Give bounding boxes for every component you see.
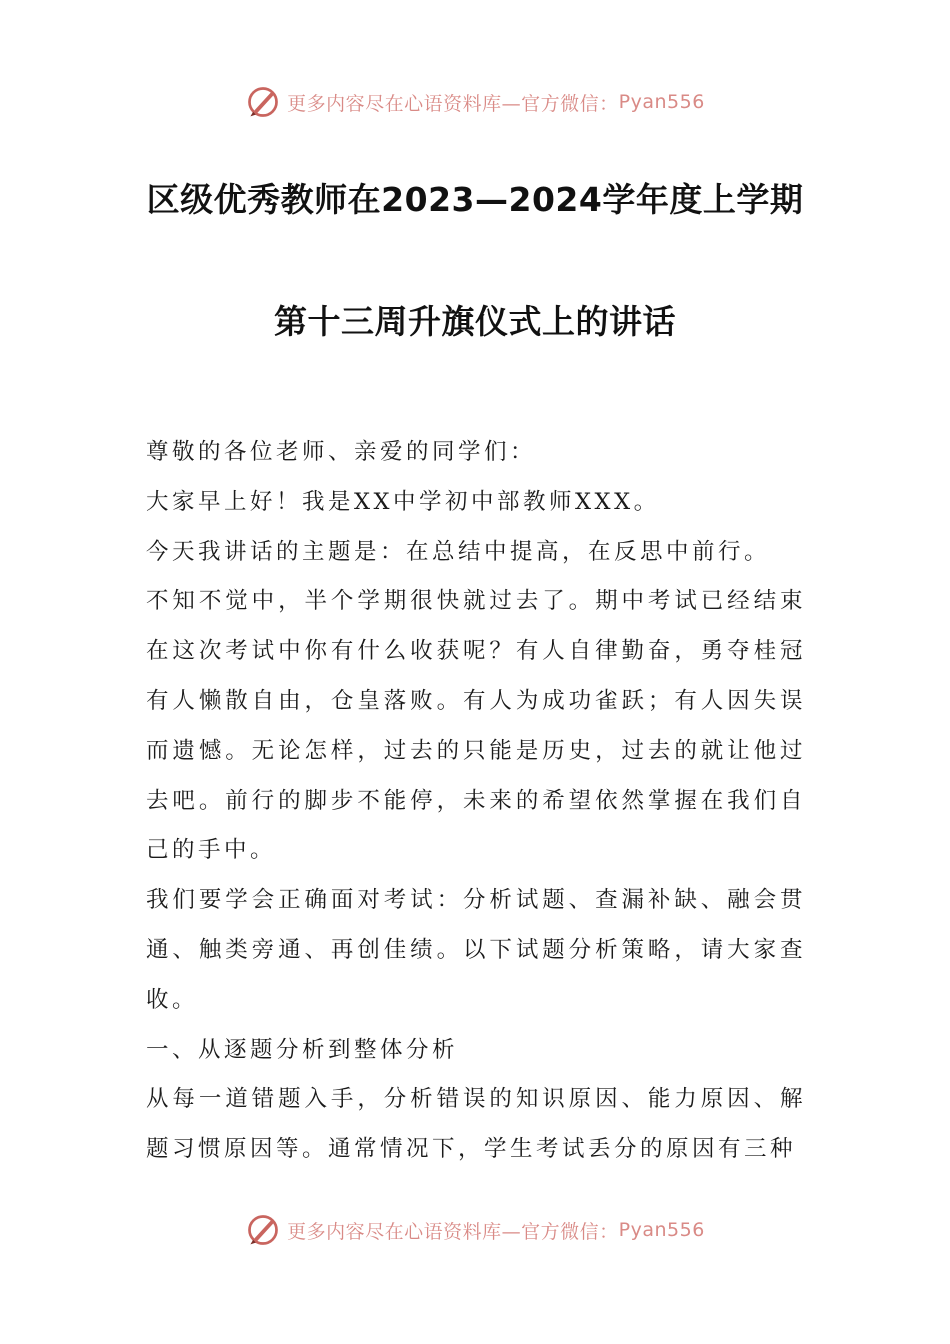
quill-logo-icon bbox=[245, 84, 281, 120]
document-title-line-2: 第十三周升旗仪式上的讲话 bbox=[274, 302, 676, 341]
theme-paragraph: 今天我讲话的主题是：在总结中提高，在反思中前行。 bbox=[146, 538, 771, 565]
watermark-footer bbox=[0, 1210, 950, 1250]
reflection-paragraph: 不知不觉中，半个学期很快就过去了。期中考试已经结束在这次考试中你有什么收获呢？有人自律勤奋，勇夺桂冠有人懒散自由，仓皇落败。有人为成功雀跃；有人因失误而遗憾。无论怎样，过去的只能是历史，过去的就让他过去吧。前行的脚步不能停，未来的希望依然掌握在我们自己的手中。 bbox=[146, 588, 806, 864]
greeting-paragraph: 尊敬的各位老师、亲爱的同学们： bbox=[146, 439, 537, 465]
document-title-line-1: 区级优秀教师在2023—2024学年度上学期 bbox=[146, 180, 804, 219]
watermark-header bbox=[0, 82, 950, 122]
exam-approach-paragraph: 我们要学会正确面对考试：分析试题、查漏补缺、融会贯通、触类旁通、再创佳绩。以下试题分析策略，请大家查收。 bbox=[146, 887, 806, 1013]
watermark-text: 更多内容尽在心语资料库—官方微信： bbox=[287, 92, 619, 115]
section-1-paragraph: 从每一道错题入手，分析错误的知识原因、能力原因、解题习惯原因等。通常情况下，学生考试丢分的原因有三种 bbox=[146, 1086, 806, 1163]
watermark-wechat-id: Pyan556 bbox=[618, 91, 705, 113]
document-body bbox=[146, 428, 806, 1175]
watermark-text: 更多内容尽在心语资料库—官方微信： bbox=[287, 1220, 619, 1243]
quill-logo-icon bbox=[245, 1212, 281, 1248]
watermark-wechat-id: Pyan556 bbox=[618, 1219, 705, 1241]
section-heading-1: 一、从逐题分析到整体分析 bbox=[146, 1036, 459, 1063]
introduction-paragraph: 大家早上好！我是XX中学初中部教师XXX。 bbox=[146, 488, 660, 515]
